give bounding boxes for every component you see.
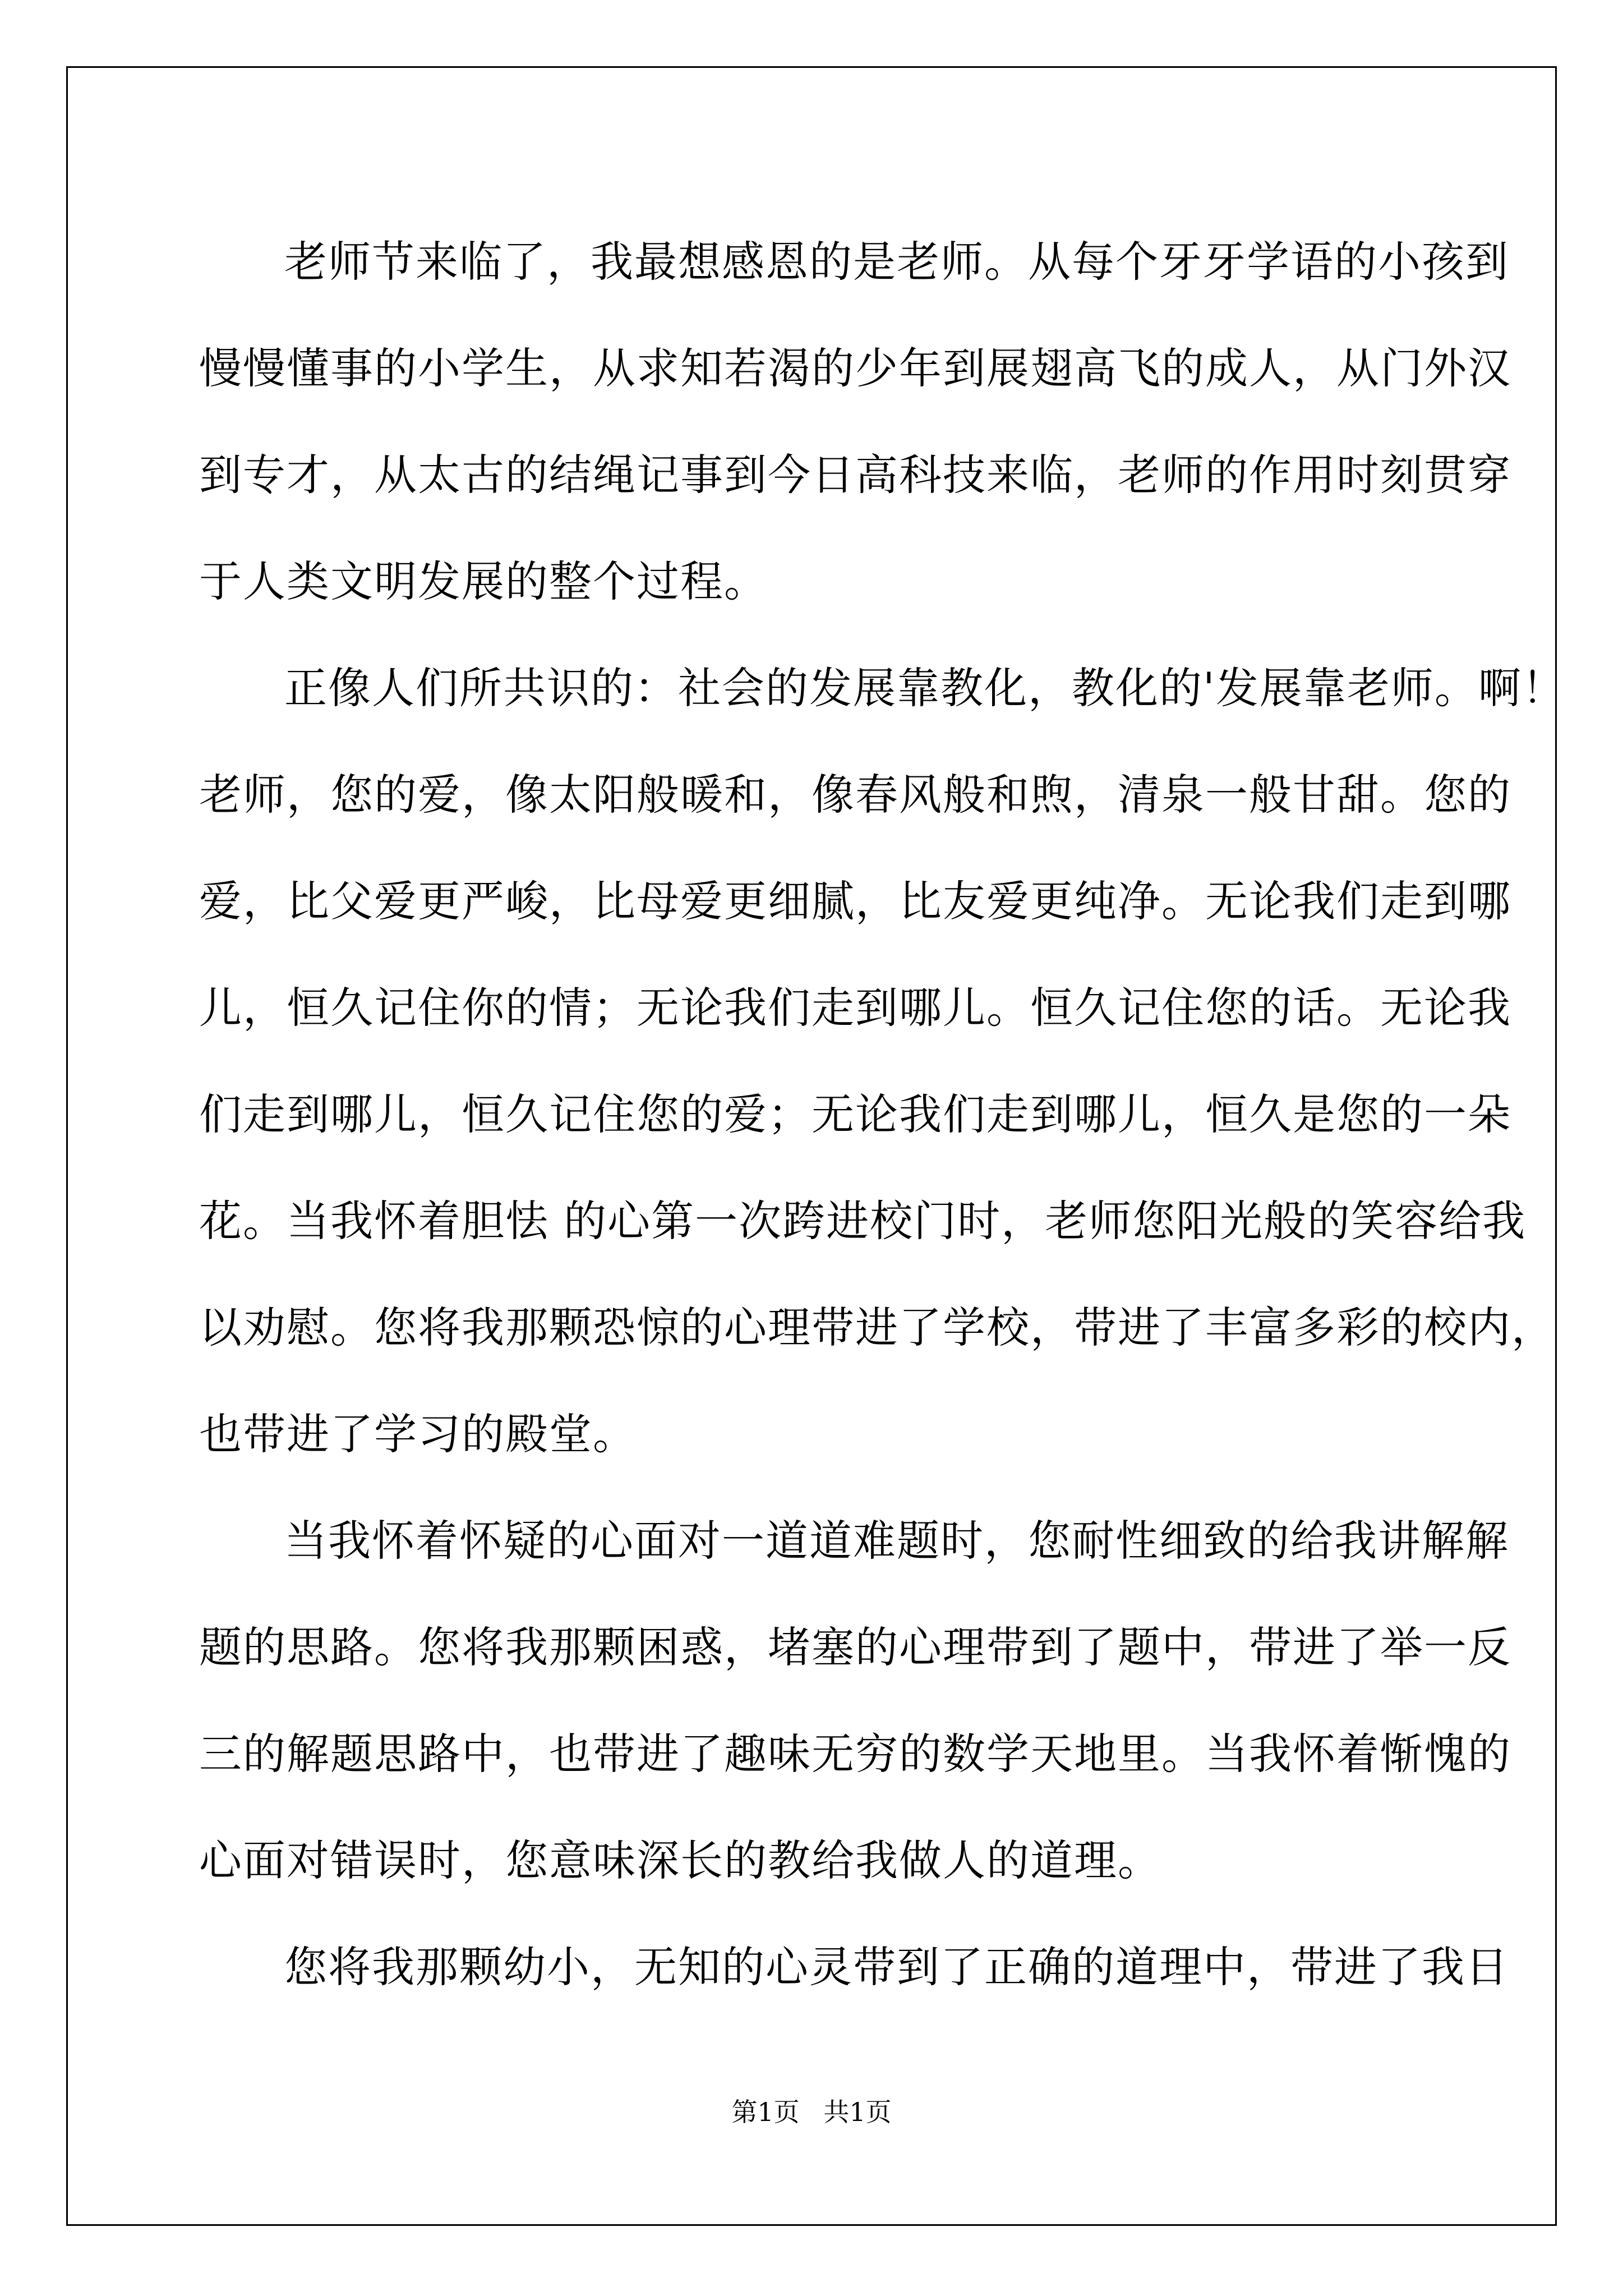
paragraph-1 xyxy=(199,209,1511,635)
page-footer xyxy=(0,2095,1623,2129)
text-line: 花。当我怀着胆怯 的心第一次跨进校门时，老师您阳光般的笑容给我 xyxy=(199,1196,1527,1246)
text-line: 以劝慰。您将我那颗恐惊的心理带进了学校，带进了丰富多彩的校内， xyxy=(199,1303,1555,1352)
paragraph-2 xyxy=(199,635,1566,1488)
text-line: 当我怀着怀疑的心面对一道道难题时，您耐性细致的给我讲解解 xyxy=(284,1516,1509,1566)
text-line: 也带进了学习的殿堂。 xyxy=(199,1409,637,1459)
text-line: 老师，您的爱，像太阳般暖和，像春风般和煦，清泉一般甘甜。您的 xyxy=(199,770,1511,820)
text-line: 爱，比父爱更严峻，比母爱更细腻，比友爱更纯净。无论我们走到哪 xyxy=(199,876,1511,926)
text-line: 慢慢懂事的小学生，从求知若渴的少年到展翅高飞的成人，从门外汉 xyxy=(199,343,1511,393)
text-line: 老师节来临了，我最想感恩的是老师。从每个牙牙学语的小孩到 xyxy=(284,237,1509,287)
document-body xyxy=(199,209,1566,2021)
text-line: 正像人们所共识的：社会的发展靠教化，教化的'发展靠老师。啊！ xyxy=(284,663,1566,713)
text-line: 心面对错误时，您意味深长的教给我做人的道理。 xyxy=(199,1835,1161,1885)
paragraph-4 xyxy=(199,1914,1509,2021)
paragraph-3 xyxy=(199,1488,1511,1914)
page-number: 第1页 xyxy=(731,2097,800,2127)
text-line: 们走到哪儿，恒久记住您的爱；无论我们走到哪儿，恒久是您的一朵 xyxy=(199,1089,1511,1139)
text-line: 到专才，从太古的结绳记事到今日高科技来临，老师的作用时刻贯穿 xyxy=(199,450,1511,500)
text-line: 儿，恒久记住你的情；无论我们走到哪儿。恒久记住您的话。无论我 xyxy=(199,983,1511,1033)
text-line: 于人类文明发展的整个过程。 xyxy=(199,556,768,606)
text-line: 三的解题思路中，也带进了趣味无穷的数学天地里。当我怀着惭愧的 xyxy=(199,1729,1511,1779)
text-line: 您将我那颗幼小，无知的心灵带到了正确的道理中，带进了我日 xyxy=(284,1942,1509,1992)
text-line: 题的思路。您将我那颗困惑，堵塞的心理带到了题中，带进了举一反 xyxy=(199,1622,1511,1672)
page-total: 共1页 xyxy=(823,2097,892,2127)
